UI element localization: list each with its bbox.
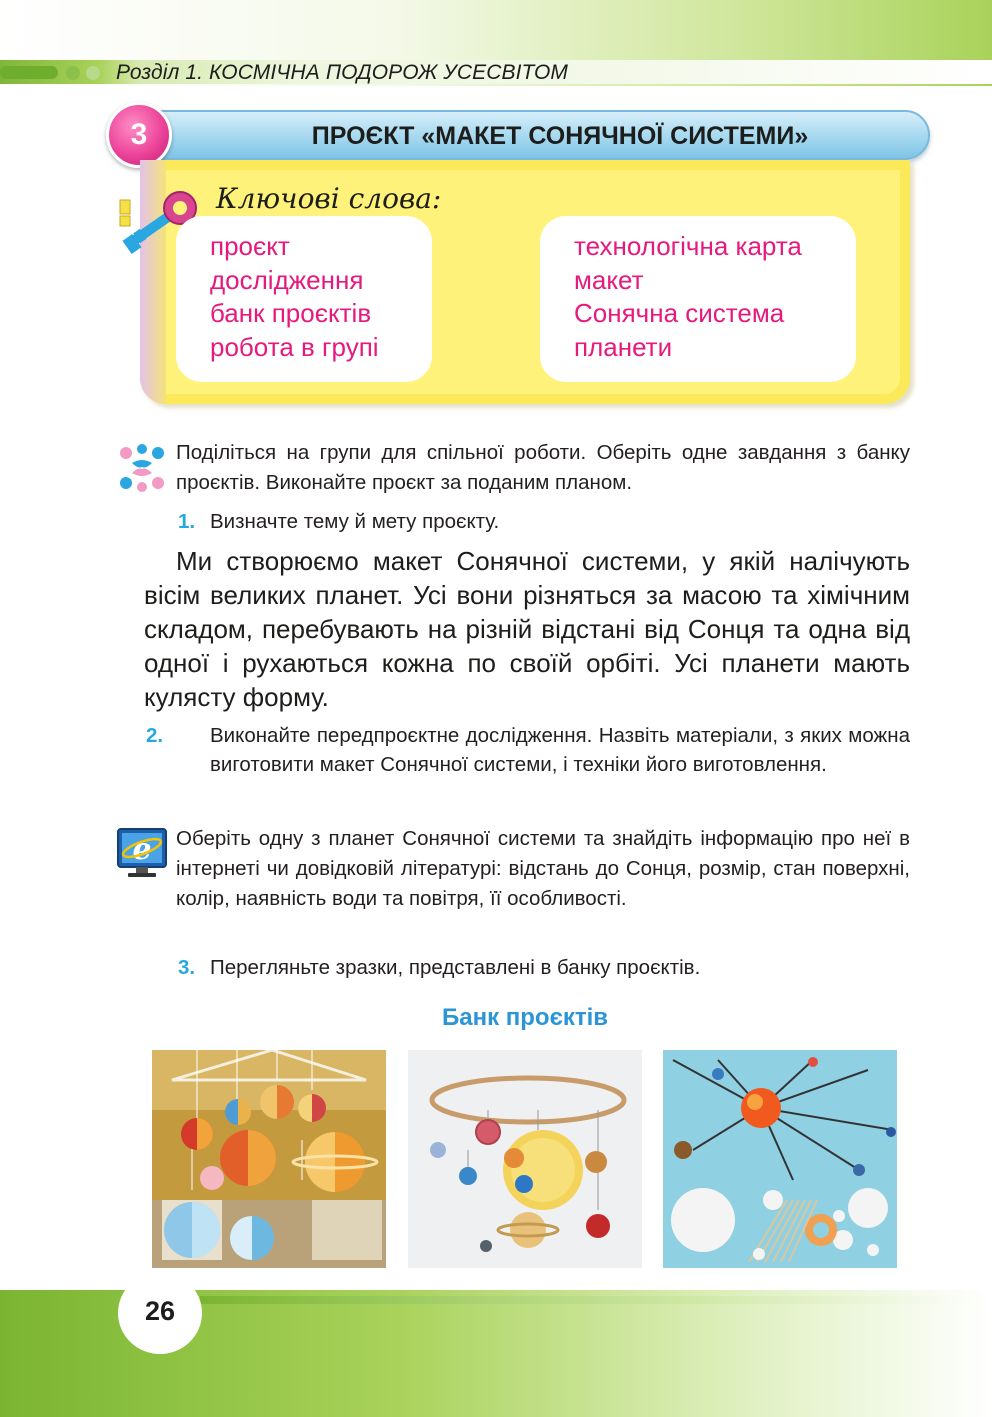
footer-line [200,1296,992,1304]
chapter-bar-pill [0,66,58,79]
lesson-title-bar [130,110,930,160]
step-2 [146,721,910,779]
main-text [144,544,910,714]
group-work-icon [116,443,168,493]
bank-title: Банк проєктів [441,1004,609,1031]
wire-solar-model-photo [663,1050,897,1268]
keyword-item: дослідження [210,264,364,295]
page-number: 26 [144,1296,176,1326]
step-number: 2. [146,724,164,747]
keywords-heading: Ключові слова: [216,182,442,215]
lesson-number-badge: 3 [106,102,172,168]
intro-text: Поділіться на групи для спільної роботи. Оберіть одне завдання з банку проєктів. Виконайте проєкт за поданим планом. [176,441,910,494]
keyword-item: робота в групі [210,331,379,362]
internet-task-text: Оберіть одну з планет Сонячної системи та знайдіть інформацію про неї в інтернеті чи довідковій літературі: відстань до Сонця, розмір, стан поверхні, колір, наявність води та повітря, її особливості. [176,827,910,910]
step-text: Виконайте передпроєктне дослідження. Назвіть матеріали, з яких можна виготовити макет Сонячної системи, і техніки його виготовлення. [210,724,910,776]
keyword-item: банк проєктів [210,298,372,328]
paper-planets-photo [152,1050,386,1268]
step-text: Перегляньте зразки, представлені в банку проєктів. [210,956,701,979]
chapter-title: Розділ 1. КОСМІЧНА ПОДОРОЖ УСЕСВІТОМ [116,61,569,84]
chapter-bar-dot [86,66,100,80]
step-3 [178,953,910,982]
project-photo-1 [152,1050,386,1268]
keyword-item: технологічна карта [574,231,802,261]
main-paragraph: Ми створюємо макет Сонячної системи, у якій налічують вісім великих планет. Усі вони різняться за масою та хімічним складом, перебувають на різній відстані від Сонця та одна від одної і рухаються кожна по своїй орбіті. Усі планети мають кулясту форму. [144,546,910,712]
step-1 [178,507,910,536]
project-photo-2 [408,1050,642,1268]
keyword-item: планети [574,331,673,362]
keyword-item: Сонячна система [574,298,785,328]
keyword-item: макет [574,264,644,295]
step-number: 3. [178,956,196,979]
keywords-box-left [176,216,432,382]
chapter-bar-dot [66,66,80,80]
project-photo-3 [663,1050,897,1268]
lesson-title: ПРОЄКТ «МАКЕТ СОНЯЧНОЇ СИСТЕМИ» [311,122,809,150]
internet-icon [116,827,168,879]
keyword-item: проєкт [210,231,290,261]
felt-planets-mobile-photo [408,1050,642,1268]
svg-text:e: e [132,832,152,867]
step-number: 1. [178,510,196,533]
step-text: Визначте тему й мету проєкту. [210,510,500,533]
keywords-box-right [540,216,856,382]
